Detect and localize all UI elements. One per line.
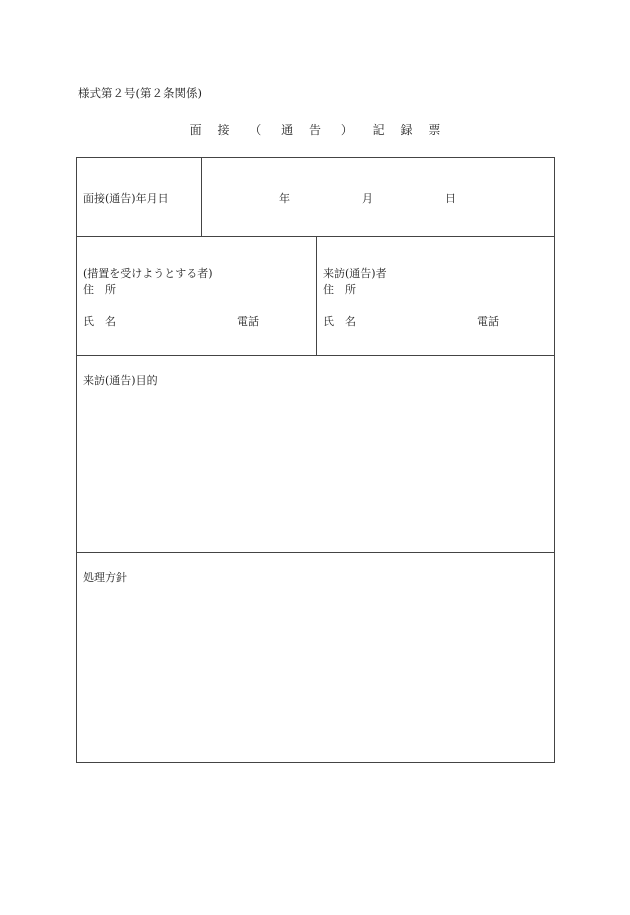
document-title bbox=[0, 121, 630, 138]
day-field[interactable]: 日 bbox=[445, 192, 456, 205]
date-row bbox=[77, 158, 554, 237]
policy-label: 処理方針 bbox=[83, 571, 127, 584]
title-char: 記 bbox=[372, 123, 385, 137]
form-number: 様式第２号(第２条関係) bbox=[78, 86, 202, 100]
title-char: 票 bbox=[428, 123, 441, 137]
title-char: 通 bbox=[281, 123, 294, 137]
visitor-address-label[interactable]: 住 所 bbox=[323, 283, 356, 296]
purpose-label: 来訪(通告)目的 bbox=[83, 374, 158, 387]
visitor-name-label[interactable]: 氏 名 bbox=[323, 315, 356, 328]
year-field[interactable]: 年 bbox=[279, 192, 290, 205]
visitor-heading: 来訪(通告)者 bbox=[323, 267, 387, 280]
title-char: ） bbox=[340, 123, 353, 137]
title-char: 面 bbox=[189, 123, 202, 137]
month-field[interactable]: 月 bbox=[362, 192, 373, 205]
title-char: 接 bbox=[217, 123, 230, 137]
subject-name-label[interactable]: 氏 名 bbox=[83, 315, 116, 328]
date-label: 面接(通告)年月日 bbox=[83, 192, 169, 205]
divider bbox=[201, 158, 202, 236]
persons-row bbox=[77, 237, 554, 356]
visitor-phone-label[interactable]: 電話 bbox=[477, 315, 499, 328]
subject-heading: (措置を受けようとする者) bbox=[83, 267, 213, 280]
subject-phone-label[interactable]: 電話 bbox=[237, 315, 259, 328]
subject-address-label[interactable]: 住 所 bbox=[83, 283, 116, 296]
record-form-table bbox=[76, 157, 555, 763]
title-char: 録 bbox=[400, 123, 413, 137]
title-char: （ bbox=[249, 123, 262, 137]
divider bbox=[316, 237, 317, 355]
title-char: 告 bbox=[308, 123, 321, 137]
policy-row[interactable] bbox=[77, 553, 554, 763]
purpose-row[interactable] bbox=[77, 356, 554, 553]
